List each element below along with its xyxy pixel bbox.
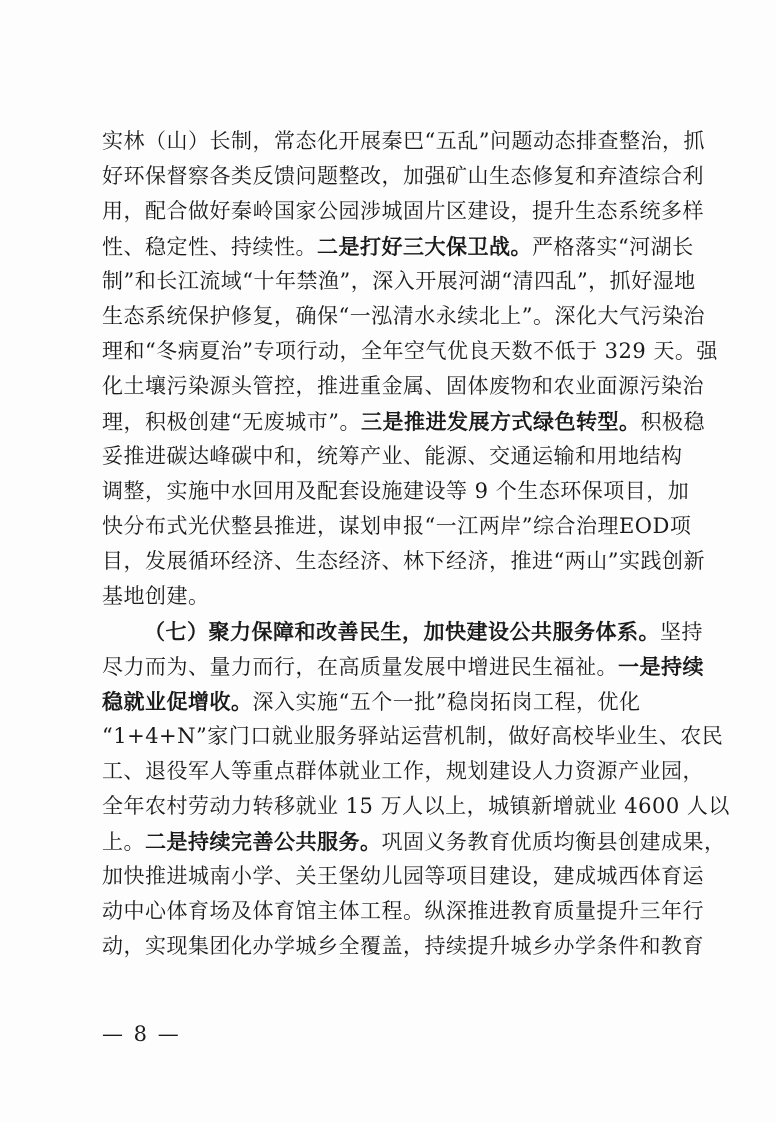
- text-segment: 快分布式光伏整县推进，谋划申报“一江两岸”综合治理EOD项: [102, 514, 692, 538]
- text-line: [102, 404, 705, 439]
- text-line: [102, 509, 692, 544]
- text-segment: 动中心体育场及体育馆主体工程。纵深推进教育质量提升三年行: [102, 899, 704, 923]
- text-segment: 积极稳: [640, 410, 705, 434]
- text-segment: 严格落实“河湖长: [532, 235, 694, 259]
- text-segment: 制”和长江流域“十年禁渔”，深入开展河湖“清四乱”，抓好湿地: [102, 269, 696, 293]
- text-line: [102, 544, 705, 579]
- text-line: [102, 929, 704, 964]
- text-segment: 动，实现集团化办学城乡全覆盖，持续提升城乡办学条件和教育: [102, 934, 704, 958]
- text-line: [102, 719, 724, 754]
- text-segment: 尽力而为、量力而行，在高质量发展中增进民生福祉。: [102, 655, 618, 679]
- text-segment: 深入实施“五个一批”稳岗拓岗工程，优化: [252, 690, 641, 714]
- bold-text-segment: 一是持续: [618, 654, 704, 679]
- text-line: [102, 754, 704, 789]
- text-line: [102, 649, 704, 684]
- text-segment: 工、退役军人等重点群体就业工作，规划建设人力资源产业园，: [102, 759, 704, 783]
- text-line: [102, 474, 690, 509]
- text-line: [102, 579, 685, 614]
- bold-text-segment: 稳就业促增收。: [102, 689, 253, 714]
- bold-text-segment: 二是打好三大保卫战。: [317, 234, 532, 259]
- text-segment: 全年农村劳动力转移就业 15 万人以上，城镇新增就业 4600 人以: [102, 794, 730, 818]
- bold-text-segment: 三是推进发展方式绿色转型。: [360, 409, 641, 434]
- page-number: — 8 —: [102, 1022, 181, 1046]
- text-segment: 调整，实施中水回用及配套设施建设等 9 个生态环保项目，加: [102, 479, 690, 503]
- text-line: [102, 789, 730, 824]
- body-text: [102, 124, 730, 964]
- text-segment: 实林（山）长制，常态化开展秦巴“五乱”问题动态排查整治，抓: [102, 129, 705, 153]
- text-line: [102, 194, 704, 229]
- text-segment: “1+4+N”家门口就业服务驿站运营机制，做好高校毕业生、农民: [102, 724, 724, 748]
- text-segment: 坚持: [660, 620, 703, 644]
- text-line: [102, 124, 705, 159]
- text-line: [102, 299, 705, 334]
- text-line: [102, 894, 704, 929]
- text-line: [102, 439, 685, 474]
- text-segment: 化土壤污染源头管控，推进重金属、固体废物和农业面源污染治: [102, 374, 704, 398]
- text-line: [102, 334, 718, 369]
- text-segment: 妥推进碳达峰碳中和，统筹产业、能源、交通运输和用地结构: [102, 444, 683, 468]
- text-segment: 目，发展循环经济、生态经济、林下经济，推进“两山”实践创新: [102, 549, 705, 573]
- text-segment: 巩固义务教育优质均衡县创建成果，: [381, 830, 726, 854]
- text-line: [102, 614, 703, 649]
- text-line: [102, 824, 726, 859]
- text-line: [102, 684, 685, 719]
- text-segment: 基地创建。: [102, 584, 210, 608]
- text-line: [102, 859, 704, 894]
- text-line: [102, 229, 694, 264]
- text-segment: 理和“冬病夏治”专项行动，全年空气优良天数不低于 329 天。强: [102, 339, 718, 363]
- text-segment: 理，积极创建“无废城市”。: [102, 410, 361, 434]
- text-segment: 加快推进城南小学、关王堡幼儿园等项目建设，建成城西体育运: [102, 864, 704, 888]
- text-segment: 上。: [102, 830, 145, 854]
- text-segment: 好环保督察各类反馈问题整改，加强矿山生态修复和弃渣综合利: [102, 164, 704, 188]
- text-segment: 性、稳定性、持续性。: [102, 235, 317, 259]
- text-line: [102, 264, 696, 299]
- text-segment: 用，配合做好秦岭国家公园涉城固片区建设，提升生态系统多样: [102, 199, 704, 223]
- text-line: [102, 369, 704, 404]
- bold-text-segment: （七）聚力保障和改善民生，加快建设公共服务体系。: [144, 619, 660, 644]
- bold-text-segment: 二是持续完善公共服务。: [145, 829, 382, 854]
- text-segment: 生态系统保护修复，确保“一泓清水永续北上”。深化大气污染治: [102, 304, 705, 328]
- text-line: [102, 159, 704, 194]
